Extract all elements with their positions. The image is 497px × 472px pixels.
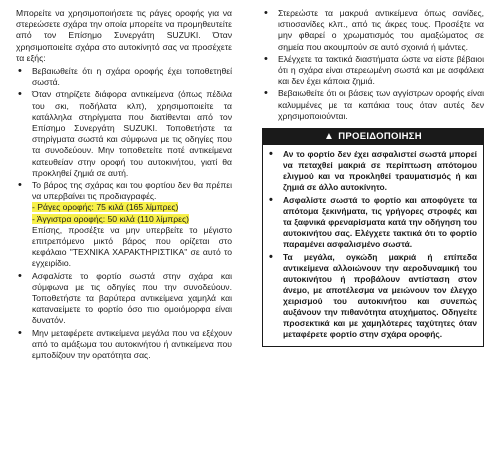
intro-paragraph: Μπορείτε να χρησιμοποιήσετε τις ράγες οροφής για να στερεώσετε σχάρα την οποία μπορείτε να προμηθευτείτε από τον Επίσημο Συνεργάτη SUZUKI. Όταν χρησιμοποιείτε σχάρα στο αυτοκίνητό σας να προσέχετε τα εξής: [16, 8, 232, 63]
warning-body [263, 145, 483, 346]
weight-note-text: Επίσης, προσέξτε να μην υπερβείτε το μέγιστο επιτρεπόμενο μικτό βάρος που ορίζεται στο κεφάλαιο "ΤΕΧΝΙΚΑ ΧΑΡΑΚΤΗΡΙΣΤΙΚΑ" σε αυτό το εγχειρίδιο. [32, 224, 232, 269]
warning-item-unsecured: • Αν το φορτίο δεν έχει ασφαλιστεί σωστά μπορεί να πεταχθεί μακριά σε περίπτωση απότομου ελιγμού και να προκληθεί τραυματισμός ή και ζημιά σε άλλο αυτοκίνητο. [267, 149, 477, 193]
right-bullet-list [262, 8, 484, 122]
warning-title: ΠΡΟΕΙΔΟΠΟΙΗΣΗ [338, 131, 422, 143]
weight-intro-text: Το βάρος της σχάρας και του φορτίου δεν θα πρέπει να υπερβαίνει τις προδιαγραφές. [32, 180, 232, 202]
bullet-rack-installed: • Βεβαιωθείτε ότι η σχάρα οροφής έχει τοποθετηθεί σωστά. [16, 66, 232, 88]
bullet-attachments: • Όταν στηρίζετε διάφορα αντικείμενα (όπως πέδιλα του σκι, ποδήλατα κλπ), χρησιμοποιείτε τα κατάλληλα στηρίγματα που διατίθενται από τον Επίσημο Συνεργάτη SUZUKI. Τοποθετήστε τα στηρίγματα σωστά και σύμφωνα με τις οδηγίες που τα συνοδεύουν. Μην τοποθετείτε ποτέ αντικείμενα κατευθείαν στην οροφή του αυτοκινήτου, γιατί θα προκληθεί ζημιά σε αυτή. [16, 89, 232, 179]
left-column [16, 8, 232, 362]
bullet-hook-caps: • Βεβαιωθείτε ότι οι βάσεις των αγγίστρων οροφής είναι καλυμμένες με τα καπάκια τους όταν αυτές δεν χρησιμοποιούνται. [262, 88, 484, 122]
left-bullet-list [16, 66, 232, 361]
right-column [262, 8, 484, 347]
warning-triangle-icon: ▲ [324, 131, 335, 143]
highlight-roof-hooks: - Άγγιστρα οροφής: 50 κιλά (110 λίμπρες) [32, 213, 189, 224]
warning-header [263, 129, 483, 145]
bullet-long-items: • Στερεώστε τα μακρυά αντικείμενα όπως σανίδες, ιστιοσανίδες κλπ., από τις άκρες τους. Προσέξτε να μην φθαρεί ο χρωματισμός του αμαξώματος σε σημεία που ακουμπούν σε αυτό σχοινιά ή ιμάντες. [262, 8, 484, 53]
bullet-check-regularly: • Ελέγχετε τα τακτικά διαστήματα ώστε να είστε βέβαιοι ότι η σχάρα είναι στερεωμένη σωστά και με ασφάλεια και δεν έχει κάποια ζημιά. [262, 54, 484, 88]
warning-box [262, 128, 484, 347]
bullet-weight-limits [16, 180, 232, 270]
warning-item-aerodynamics: • Τα μεγάλα, ογκώδη μακριά ή επίπεδα αντικείμενα αλλοιώνουν την αεροδυναμική του αυτοκινήτου ή προβάλουν αντίσταση στον άνεμο, με αποτέλεσμα να μειώνουν τον έλεγχο χειρισμού του αυτοκινήτου και συνεπώς αυξάνουν την πιθανότητα ατυχήματος. Οδηγείτε προσεκτικά και με χαμηλότερες ταχύτητες όταν μεταφέρετε φορτίο στην σχάρα οροφής. [267, 252, 477, 340]
warning-list [267, 149, 477, 340]
warning-item-driving: • Ασφαλίστε σωστά το φορτίο και αποφύγετε τα απότομα ξεκινήματα, τις γρήγορες στροφές και τα ξαφνικά φρεναρίσματα κατά την οδήγηση του αυτοκινήτου σας. Ελέγχετε τακτικά ότι το φορτίο παραμένει ασφαλισμένο σωστά. [267, 195, 477, 250]
bullet-secure-load: • Ασφαλίστε το φορτίο σωστά στην σχάρα και σύμφωνα με τις οδηγίες που την συνοδεύουν. Τοποθετήστε τα βαρύτερα αντικείμενα χαμηλά και καταναείμετε το φορτίο όσο πιο ομοιόμορφα είναι δυνατόν. [16, 271, 232, 327]
bullet-large-items: • Μην μεταφέρετε αντικείμενα μεγάλα που να εξέχουν από το αμάξωμα του αυτοκινήτου ή αντικείμενα που εμποδίζουν την ορατότητα σας. [16, 328, 232, 362]
highlight-roof-rails: - Ράγες οροφής: 75 κιλά (165 λίμπρες) [32, 202, 179, 213]
